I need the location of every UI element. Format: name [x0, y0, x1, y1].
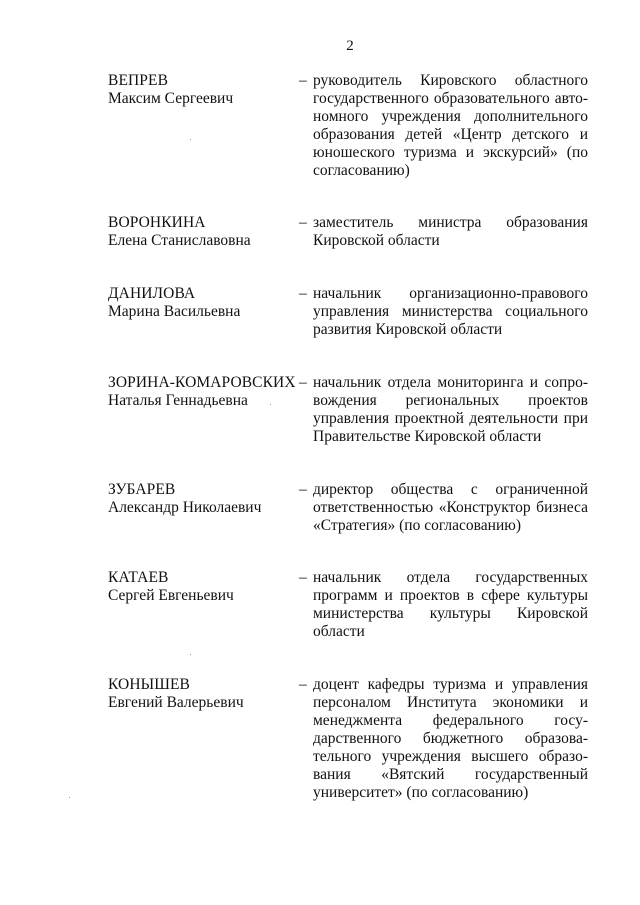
member-surname: ЗОРИНА-КОМАРОВСКИХ	[108, 374, 296, 391]
member-position: руководитель Кировского областного государственного образовательного автономного учреждения дополнительного образования детей «Центр детского и юношеского туризма и экскурсий» (по согласованию)	[313, 72, 588, 179]
scan-speck	[190, 139, 191, 140]
separator-dash: –	[299, 72, 307, 89]
member-name	[108, 676, 298, 712]
separator-dash: –	[299, 676, 307, 693]
separator-dash: –	[299, 481, 307, 498]
scan-speck	[190, 654, 191, 655]
member-position: начальник отдела мониторинга и сопровождения региональных проектов управления проектной деятельности при Правительстве Кировской области	[313, 374, 588, 445]
separator-dash: –	[299, 569, 307, 586]
scan-speck	[69, 797, 70, 798]
member-surname: КАТАЕВ	[108, 569, 169, 586]
separator-dash: –	[299, 374, 307, 391]
member-surname: ВЕПРЕВ	[108, 72, 169, 89]
member-name	[108, 285, 298, 321]
member-name	[108, 72, 298, 108]
member-position: начальник организационно-правового управления министерства социального развития Кировской области	[313, 285, 588, 338]
member-position: заместитель министра образования Кировской области	[313, 214, 588, 249]
separator-dash: –	[299, 214, 307, 231]
member-position: доцент кафедры туризма и управления персоналом Института экономики и менеджмента федерального государственного бюджетного образовательного учреждения высшего образования «Вятский государственный университет» (по согласованию)	[313, 676, 588, 801]
member-surname: ВОРОНКИНА	[108, 214, 206, 231]
member-given-names: Александр Николаевич	[108, 499, 262, 516]
member-name	[108, 481, 298, 517]
member-name	[108, 214, 298, 250]
member-surname: ДАНИЛОВА	[108, 285, 196, 302]
member-given-names: Марина Васильевна	[108, 303, 241, 320]
member-given-names: Сергей Евгеньевич	[108, 587, 234, 604]
separator-dash: –	[299, 285, 307, 302]
member-name	[108, 569, 298, 605]
member-surname: КОНЫШЕВ	[108, 676, 190, 693]
page-number: 2	[346, 38, 354, 54]
member-given-names: Евгений Валерьевич	[108, 694, 244, 711]
member-given-names: Наталья Геннадьевна	[108, 392, 248, 409]
member-position: директор общества с ограниченной ответственностью «Конструктор бизнеса «Стратегия» (по согласованию)	[313, 481, 588, 534]
member-given-names: Елена Станиславовна	[108, 232, 251, 249]
member-given-names: Максим Сергеевич	[108, 90, 234, 107]
member-surname: ЗУБАРЕВ	[108, 481, 176, 498]
member-position: начальник отдела государственных программ и проектов в сфере культуры министерства культуры Кировской области	[313, 569, 588, 640]
scan-speck	[270, 404, 271, 405]
